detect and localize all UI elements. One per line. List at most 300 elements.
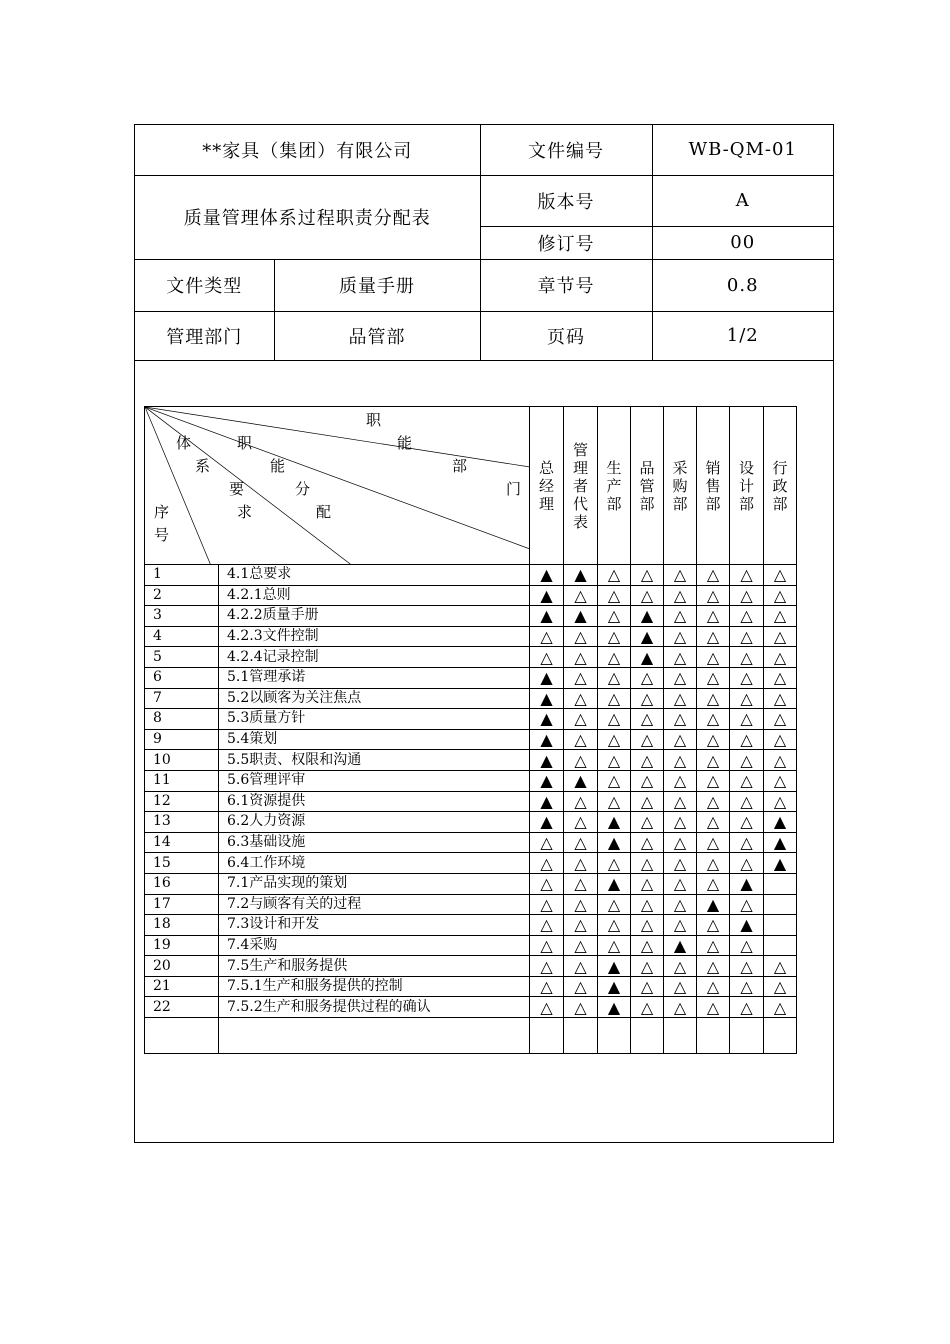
responsibility-mark: △	[697, 956, 730, 977]
system-requirement: 7.5生产和服务提供	[219, 956, 530, 977]
responsibility-mark: △	[530, 997, 564, 1018]
managing-dept-label: 管理部门	[135, 311, 274, 360]
chapter: 0.8	[652, 259, 833, 311]
diag-label: 求	[237, 503, 253, 521]
row-number: 20	[145, 956, 219, 977]
responsibility-mark: △	[631, 853, 664, 874]
responsibility-mark: △	[598, 709, 631, 730]
responsibility-mark: △	[764, 688, 797, 709]
responsibility-mark: △	[664, 997, 697, 1018]
system-requirement: 5.3质量方针	[219, 709, 530, 730]
responsibility-mark: △	[530, 873, 564, 894]
responsibility-mark: △	[764, 606, 797, 627]
responsibility-mark: △	[697, 976, 730, 997]
responsibility-mark: △	[631, 915, 664, 936]
responsibility-mark: △	[697, 853, 730, 874]
responsibility-mark: △	[697, 915, 730, 936]
responsibility-mark: △	[664, 565, 697, 586]
diagonal-lines	[145, 407, 530, 565]
responsibility-mark: △	[530, 935, 564, 956]
responsibility-mark: △	[664, 729, 697, 750]
page-number: 1/2	[652, 311, 833, 360]
responsibility-mark: △	[764, 585, 797, 606]
table-row	[145, 935, 797, 956]
table-row	[145, 997, 797, 1018]
responsibility-mark: △	[598, 585, 631, 606]
version-label: 版本号	[480, 175, 652, 226]
dept-header	[764, 407, 797, 565]
table-row	[145, 976, 797, 997]
responsibility-mark: △	[697, 667, 730, 688]
diag-label: 配	[316, 503, 332, 521]
responsibility-mark: △	[598, 853, 631, 874]
table-row	[145, 956, 797, 977]
responsibility-mark: △	[664, 791, 697, 812]
empty-cell	[664, 1018, 697, 1054]
responsibility-mark: △	[730, 626, 764, 647]
document-header	[135, 125, 833, 361]
system-requirement: 4.2.3文件控制	[219, 626, 530, 647]
responsibility-mark: △	[631, 565, 664, 586]
table-row	[145, 791, 797, 812]
responsibility-mark: △	[631, 976, 664, 997]
responsibility-mark: △	[730, 853, 764, 874]
responsibility-mark: △	[631, 935, 664, 956]
system-requirement: 4.2.1总则	[219, 585, 530, 606]
responsibility-mark: △	[530, 894, 564, 915]
responsibility-mark: △	[631, 812, 664, 833]
responsibility-mark: △	[598, 894, 631, 915]
responsibility-mark: △	[631, 956, 664, 977]
dept-name: 生产部	[606, 458, 622, 513]
responsibility-mark: △	[730, 894, 764, 915]
responsibility-mark: △	[564, 956, 598, 977]
responsibility-mark: △	[764, 729, 797, 750]
responsibility-mark: △	[697, 709, 730, 730]
row-number: 12	[145, 791, 219, 812]
diag-label: 能	[397, 434, 413, 452]
responsibility-mark: △	[564, 915, 598, 936]
responsibility-mark: △	[598, 770, 631, 791]
responsibility-mark: ▲	[530, 688, 564, 709]
responsibility-mark: △	[598, 626, 631, 647]
responsibility-mark: △	[697, 935, 730, 956]
responsibility-mark: △	[730, 606, 764, 627]
empty-cell	[530, 1018, 564, 1054]
revision-label: 修订号	[480, 226, 652, 259]
matrix-body	[145, 565, 797, 1054]
row-number: 7	[145, 688, 219, 709]
responsibility-mark: △	[764, 565, 797, 586]
diag-label: 系	[195, 457, 211, 475]
responsibility-mark: △	[631, 750, 664, 771]
system-requirement: 4.2.2质量手册	[219, 606, 530, 627]
responsibility-mark: △	[697, 647, 730, 668]
responsibility-mark: ▲	[764, 812, 797, 833]
responsibility-mark: ▲	[730, 873, 764, 894]
responsibility-mark: △	[564, 750, 598, 771]
system-requirement: 6.3基础设施	[219, 832, 530, 853]
empty-cell	[730, 1018, 764, 1054]
responsibility-mark: △	[730, 729, 764, 750]
responsibility-mark: △	[764, 750, 797, 771]
responsibility-mark: △	[764, 667, 797, 688]
doc-type-label: 文件类型	[135, 259, 274, 311]
responsibility-mark: △	[664, 626, 697, 647]
table-row	[145, 832, 797, 853]
table-row	[145, 873, 797, 894]
responsibility-mark: △	[564, 997, 598, 1018]
responsibility-mark: ▲	[530, 770, 564, 791]
responsibility-mark: △	[564, 812, 598, 833]
responsibility-mark: △	[564, 585, 598, 606]
responsibility-mark: △	[564, 667, 598, 688]
responsibility-mark: ▲	[530, 729, 564, 750]
responsibility-mark: △	[664, 853, 697, 874]
responsibility-mark: △	[564, 647, 598, 668]
responsibility-mark: △	[697, 791, 730, 812]
responsibility-mark: △	[564, 832, 598, 853]
responsibility-mark: ▲	[530, 565, 564, 586]
responsibility-mark: △	[764, 647, 797, 668]
responsibility-mark: ▲	[598, 812, 631, 833]
responsibility-mark: △	[631, 997, 664, 1018]
responsibility-mark: △	[598, 791, 631, 812]
row-number: 18	[145, 915, 219, 936]
responsibility-mark: △	[530, 626, 564, 647]
responsibility-mark: △	[730, 791, 764, 812]
table-row	[145, 626, 797, 647]
dept-header	[664, 407, 697, 565]
version: A	[652, 175, 833, 226]
responsibility-mark: △	[730, 647, 764, 668]
responsibility-mark: △	[764, 770, 797, 791]
responsibility-mark: △	[564, 791, 598, 812]
responsibility-mark: △	[664, 750, 697, 771]
dept-header	[697, 407, 730, 565]
table-row	[145, 729, 797, 750]
document-frame	[134, 124, 834, 1143]
responsibility-mark: △	[631, 709, 664, 730]
responsibility-mark	[764, 915, 797, 936]
responsibility-mark: ▲	[530, 750, 564, 771]
responsibility-mark: ▲	[598, 873, 631, 894]
system-requirement: 5.1管理承诺	[219, 667, 530, 688]
responsibility-mark: △	[598, 565, 631, 586]
responsibility-mark: △	[730, 709, 764, 730]
empty-cell	[564, 1018, 598, 1054]
responsibility-mark: △	[664, 585, 697, 606]
responsibility-mark: ▲	[664, 935, 697, 956]
responsibility-mark: △	[631, 585, 664, 606]
responsibility-mark: △	[697, 729, 730, 750]
dept-header	[730, 407, 764, 565]
responsibility-mark: △	[664, 647, 697, 668]
responsibility-mark: △	[598, 750, 631, 771]
responsibility-matrix	[144, 406, 797, 1054]
diag-label: 部	[452, 457, 468, 475]
row-number: 3	[145, 606, 219, 627]
empty-cell	[598, 1018, 631, 1054]
responsibility-mark: △	[730, 997, 764, 1018]
responsibility-mark: △	[598, 729, 631, 750]
system-requirement: 7.2与顾客有关的过程	[219, 894, 530, 915]
responsibility-mark: △	[730, 832, 764, 853]
responsibility-mark: △	[730, 976, 764, 997]
system-requirement: 6.4工作环境	[219, 853, 530, 874]
responsibility-mark: △	[530, 647, 564, 668]
responsibility-mark: △	[631, 894, 664, 915]
responsibility-mark	[764, 894, 797, 915]
responsibility-mark: △	[730, 812, 764, 833]
responsibility-mark: △	[697, 750, 730, 771]
responsibility-mark: △	[598, 688, 631, 709]
row-number: 9	[145, 729, 219, 750]
responsibility-mark: ▲	[697, 894, 730, 915]
doc-type: 质量手册	[274, 259, 480, 311]
empty-cell	[219, 1018, 530, 1054]
responsibility-mark: △	[664, 956, 697, 977]
responsibility-mark: △	[764, 791, 797, 812]
responsibility-mark: △	[664, 606, 697, 627]
empty-cell	[631, 1018, 664, 1054]
responsibility-mark: △	[598, 667, 631, 688]
empty-cell	[145, 1018, 219, 1054]
row-number: 15	[145, 853, 219, 874]
responsibility-mark: △	[598, 935, 631, 956]
responsibility-mark: △	[631, 770, 664, 791]
system-requirement: 6.1资源提供	[219, 791, 530, 812]
dept-header	[564, 407, 598, 565]
system-requirement: 7.1产品实现的策划	[219, 873, 530, 894]
dept-name: 销售部	[705, 458, 721, 513]
responsibility-mark: △	[697, 565, 730, 586]
row-number: 10	[145, 750, 219, 771]
responsibility-mark: △	[664, 976, 697, 997]
company-name: **家具（集团）有限公司	[135, 125, 480, 175]
responsibility-mark	[764, 935, 797, 956]
responsibility-mark: ▲	[598, 976, 631, 997]
diag-label: 职	[366, 411, 382, 429]
responsibility-mark: △	[564, 976, 598, 997]
dept-header	[631, 407, 664, 565]
responsibility-mark: ▲	[631, 606, 664, 627]
table-row	[145, 585, 797, 606]
row-number: 1	[145, 565, 219, 586]
row-number: 17	[145, 894, 219, 915]
responsibility-mark: △	[730, 565, 764, 586]
diag-label: 序	[154, 503, 170, 521]
dept-header	[530, 407, 564, 565]
chapter-label: 章节号	[480, 259, 652, 311]
diag-label: 职	[237, 434, 253, 452]
responsibility-mark: ▲	[598, 997, 631, 1018]
responsibility-mark: ▲	[564, 606, 598, 627]
responsibility-mark: △	[664, 709, 697, 730]
table-row	[145, 812, 797, 833]
diag-label: 分	[295, 480, 311, 498]
responsibility-mark: △	[631, 729, 664, 750]
responsibility-mark: △	[564, 873, 598, 894]
responsibility-mark: △	[631, 832, 664, 853]
row-number: 14	[145, 832, 219, 853]
responsibility-mark: △	[664, 915, 697, 936]
responsibility-mark: ▲	[530, 709, 564, 730]
system-requirement: 5.5职责、权限和沟通	[219, 750, 530, 771]
responsibility-mark: ▲	[530, 585, 564, 606]
row-number: 2	[145, 585, 219, 606]
empty-cell	[764, 1018, 797, 1054]
responsibility-mark: ▲	[530, 667, 564, 688]
row-number: 5	[145, 647, 219, 668]
responsibility-mark: ▲	[631, 626, 664, 647]
responsibility-mark: △	[631, 791, 664, 812]
empty-cell	[697, 1018, 730, 1054]
responsibility-mark: △	[664, 770, 697, 791]
row-number: 21	[145, 976, 219, 997]
dept-name: 设计部	[738, 458, 754, 513]
responsibility-mark: △	[764, 976, 797, 997]
row-number: 19	[145, 935, 219, 956]
system-requirement: 4.2.4记录控制	[219, 647, 530, 668]
responsibility-mark: ▲	[598, 956, 631, 977]
responsibility-mark: △	[730, 750, 764, 771]
system-requirement: 5.4策划	[219, 729, 530, 750]
responsibility-mark: △	[564, 894, 598, 915]
responsibility-mark: △	[530, 853, 564, 874]
document-title: 质量管理体系过程职责分配表	[135, 175, 480, 259]
responsibility-mark: △	[697, 585, 730, 606]
diag-label: 号	[154, 526, 170, 544]
table-row	[145, 606, 797, 627]
responsibility-mark: ▲	[564, 770, 598, 791]
responsibility-mark: △	[730, 688, 764, 709]
responsibility-mark: △	[564, 688, 598, 709]
responsibility-mark: △	[530, 915, 564, 936]
responsibility-mark: △	[631, 873, 664, 894]
row-number: 22	[145, 997, 219, 1018]
responsibility-mark: △	[664, 873, 697, 894]
dept-name: 品管部	[639, 458, 655, 513]
responsibility-mark: △	[664, 667, 697, 688]
dept-name: 总经理	[538, 458, 554, 513]
responsibility-mark: △	[598, 647, 631, 668]
responsibility-mark: △	[697, 606, 730, 627]
responsibility-mark: △	[564, 935, 598, 956]
table-row	[145, 667, 797, 688]
system-requirement: 7.5.2生产和服务提供过程的确认	[219, 997, 530, 1018]
responsibility-mark: △	[730, 935, 764, 956]
responsibility-mark: ▲	[598, 832, 631, 853]
responsibility-mark: △	[631, 688, 664, 709]
dept-name: 管理者代表	[572, 440, 588, 531]
system-requirement: 5.6管理评审	[219, 770, 530, 791]
table-row	[145, 770, 797, 791]
responsibility-mark: ▲	[530, 812, 564, 833]
responsibility-mark: △	[764, 709, 797, 730]
responsibility-mark: △	[664, 832, 697, 853]
responsibility-mark: △	[664, 812, 697, 833]
system-requirement: 4.1总要求	[219, 565, 530, 586]
system-requirement: 6.2人力资源	[219, 812, 530, 833]
responsibility-mark: △	[697, 832, 730, 853]
responsibility-mark: ▲	[730, 915, 764, 936]
responsibility-mark: △	[631, 667, 664, 688]
row-number: 11	[145, 770, 219, 791]
doc-no-label: 文件编号	[480, 125, 652, 175]
responsibility-mark: ▲	[530, 791, 564, 812]
dept-name: 采购部	[672, 458, 688, 513]
responsibility-mark: △	[697, 770, 730, 791]
managing-dept: 品管部	[274, 311, 480, 360]
row-number: 4	[145, 626, 219, 647]
table-row	[145, 894, 797, 915]
diagonal-header	[145, 407, 530, 565]
responsibility-mark: △	[697, 812, 730, 833]
responsibility-mark: △	[564, 853, 598, 874]
responsibility-mark: △	[530, 832, 564, 853]
responsibility-mark: △	[697, 873, 730, 894]
diag-label: 门	[506, 480, 522, 498]
table-row	[145, 853, 797, 874]
dept-header	[598, 407, 631, 565]
responsibility-mark: △	[730, 770, 764, 791]
responsibility-mark: ▲	[530, 606, 564, 627]
responsibility-mark: △	[598, 606, 631, 627]
system-requirement: 7.5.1生产和服务提供的控制	[219, 976, 530, 997]
responsibility-mark: △	[530, 976, 564, 997]
system-requirement: 5.2以顾客为关注焦点	[219, 688, 530, 709]
responsibility-mark: △	[697, 626, 730, 647]
responsibility-mark: △	[530, 956, 564, 977]
dept-name: 行政部	[772, 458, 788, 513]
responsibility-mark: ▲	[764, 832, 797, 853]
responsibility-mark: △	[564, 626, 598, 647]
table-row	[145, 565, 797, 586]
row-number: 8	[145, 709, 219, 730]
system-requirement: 7.3设计和开发	[219, 915, 530, 936]
diag-label: 要	[229, 480, 245, 498]
row-number: 16	[145, 873, 219, 894]
diag-label: 体	[176, 434, 192, 452]
responsibility-mark: △	[730, 585, 764, 606]
responsibility-mark: △	[564, 709, 598, 730]
revision: 00	[652, 226, 833, 259]
table-row	[145, 688, 797, 709]
responsibility-mark	[764, 873, 797, 894]
responsibility-mark: △	[564, 729, 598, 750]
responsibility-mark: △	[697, 997, 730, 1018]
responsibility-mark: ▲	[564, 565, 598, 586]
responsibility-mark: △	[764, 626, 797, 647]
empty-row	[145, 1018, 797, 1054]
responsibility-mark: ▲	[764, 853, 797, 874]
responsibility-mark: △	[730, 956, 764, 977]
diag-label: 能	[270, 457, 286, 475]
row-number: 6	[145, 667, 219, 688]
responsibility-mark: △	[697, 688, 730, 709]
doc-no: WB-QM-01	[652, 125, 833, 175]
responsibility-mark: △	[664, 688, 697, 709]
table-row	[145, 647, 797, 668]
system-requirement: 7.4采购	[219, 935, 530, 956]
responsibility-mark: △	[598, 915, 631, 936]
responsibility-mark: ▲	[631, 647, 664, 668]
row-number: 13	[145, 812, 219, 833]
table-row	[145, 709, 797, 730]
table-row	[145, 915, 797, 936]
responsibility-mark: △	[764, 956, 797, 977]
